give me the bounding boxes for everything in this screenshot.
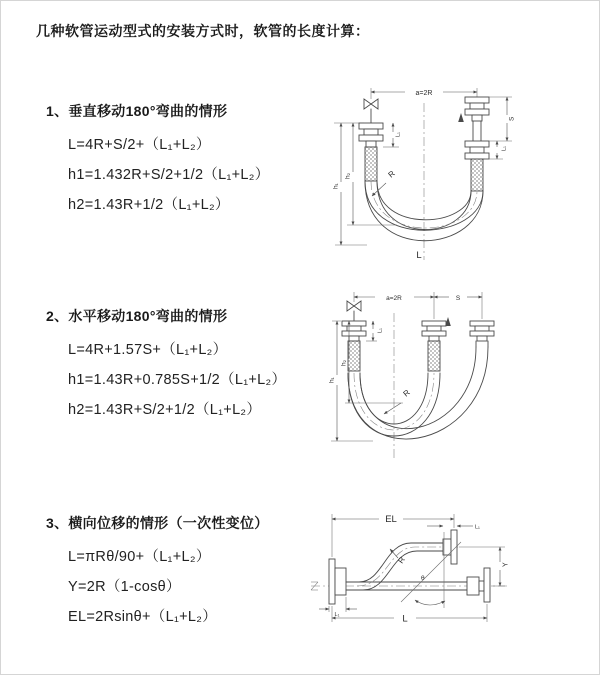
dim-label-el: EL xyxy=(385,514,397,525)
angle-label: θ xyxy=(421,575,425,582)
hose-s-curve xyxy=(346,543,459,590)
hose-curves xyxy=(348,347,488,439)
section-3-heading: 3、横向位移的情形（一次性变位） xyxy=(46,515,269,531)
dim-label-length: L xyxy=(402,613,408,625)
formula-h2: h2=1.43R+1/2（L₁+L₂） xyxy=(68,197,230,213)
valve-icon xyxy=(347,301,361,321)
dimension-length xyxy=(332,604,487,625)
left-hose-end xyxy=(334,123,383,181)
right-hose-end xyxy=(458,97,489,191)
section-lateral-displacement xyxy=(46,513,311,632)
page-title: 几种软管运动型式的安装方式时，软管的长度计算： xyxy=(36,23,370,39)
radius-label: R xyxy=(396,555,407,566)
dim-label-s: S xyxy=(508,116,516,121)
middle-hose-end xyxy=(422,317,451,371)
section-2-heading: 2、水平移动180°弯曲的情形 xyxy=(46,308,228,324)
dimension-l1-left xyxy=(383,123,402,147)
dimension-l1 xyxy=(366,321,384,341)
right-fitting xyxy=(467,568,490,602)
left-flange xyxy=(329,559,346,604)
radius-label: R xyxy=(401,387,412,399)
dim-label-l1: L₁ xyxy=(395,132,402,137)
dim-label-h1: h₁ xyxy=(332,183,340,189)
dim-label-a2r: a=2R xyxy=(386,295,402,302)
dim-label-h2: h₂ xyxy=(340,359,348,366)
formula-h1: h1=1.43R+0.785S+1/2（L₁+L₂） xyxy=(68,372,287,388)
section-horizontal-movement xyxy=(46,306,311,425)
diagram-lateral-displacement xyxy=(299,504,531,650)
formula-length: L=4R+S/2+（L₁+L₂） xyxy=(68,137,211,153)
right-hose-end xyxy=(470,321,494,347)
dim-label-h2: h₂ xyxy=(344,172,352,179)
formula-h1: h1=1.432R+S/2+1/2（L₁+L₂） xyxy=(68,167,270,183)
dimension-s xyxy=(434,295,482,302)
formula-length: L=4R+1.57S+（L₁+L₂） xyxy=(68,342,228,358)
formula-y: Y=2R（1-cosθ） xyxy=(68,579,181,595)
dimension-l1-left xyxy=(319,597,357,618)
radius-callout xyxy=(384,388,412,414)
formula-length: L=πRθ/90+（L₁+L₂） xyxy=(68,549,211,565)
dim-label-y: Y xyxy=(502,562,510,567)
dimension-a-2r xyxy=(354,292,482,319)
dim-label-l1: L₁ xyxy=(501,146,508,151)
dim-label-l1: L₁ xyxy=(377,328,384,333)
formula-h2: h2=1.43R+S/2+1/2（L₁+L₂） xyxy=(68,402,262,418)
valve-icon xyxy=(364,88,378,123)
dimension-a-2r xyxy=(371,88,477,97)
dim-label-s: S xyxy=(455,295,461,302)
dimension-el xyxy=(332,514,454,557)
formula-el: EL=2Rsinθ+（L₁+L₂） xyxy=(68,609,218,625)
movement-arrow-icon xyxy=(458,113,464,122)
section-1-heading: 1、垂直移动180°弯曲的情形 xyxy=(46,103,228,119)
dimension-l1-right xyxy=(497,141,508,159)
dim-label-l1: L₁ xyxy=(334,612,340,618)
radius-label: R xyxy=(386,168,397,180)
dim-label-a2r: a=2R xyxy=(415,90,433,97)
diagram-vertical-180-bend xyxy=(309,77,591,263)
diagram-horizontal-180-bend xyxy=(311,283,591,463)
section-vertical-movement xyxy=(46,101,311,220)
dimension-s xyxy=(485,97,516,159)
dim-label-l1: L₁ xyxy=(475,524,480,531)
dim-label-h1: h₁ xyxy=(328,377,336,383)
upper-flange xyxy=(443,530,457,564)
dim-label-length: L xyxy=(416,250,422,261)
